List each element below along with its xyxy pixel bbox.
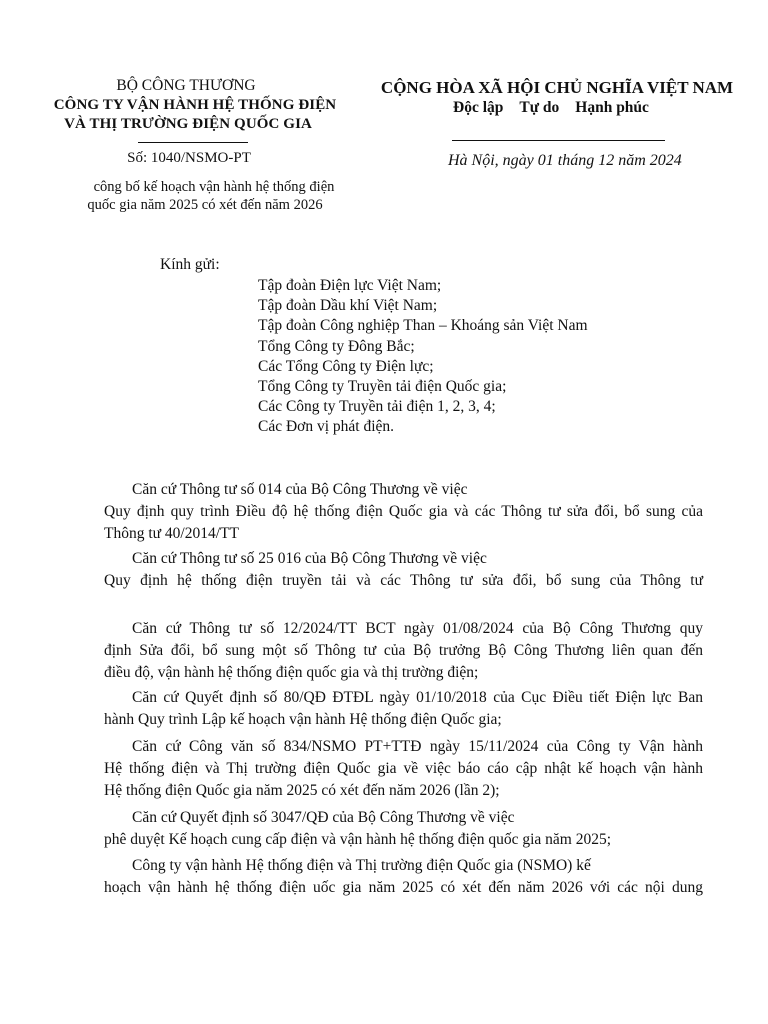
p4-line-1: Căn cứ Quyết định số 80/QĐ ĐTĐL ngày 01/10/2018 của Cục Điều tiết Điện lực Ban — [132, 689, 703, 706]
p4-line-2: hành Quy trình Lập kế hoạch vận hành Hệ thống điện Quốc gia; — [104, 711, 502, 728]
recipient-item: Tổng Công ty Truyền tải điện Quốc gia; — [258, 378, 507, 396]
p2-line-1-left: Căn cứ Thông tư số 25 — [132, 550, 274, 567]
right-header-underline — [452, 140, 665, 141]
legal-basis-paragraph-1 — [104, 479, 703, 545]
p7-line-1-right: kế — [576, 857, 591, 874]
p2-line-2: Quy định hệ thống điện truyền tải và các Thông tư sửa đổi, bổ sung của Thông tư — [104, 572, 703, 589]
p6-line-1-left: Căn cứ Quyết định số 3047/QĐ — [132, 809, 329, 826]
p6-line-1-right: của Bộ Công Thương về việc — [332, 809, 515, 826]
p1-line-1-right: 014 của Bộ Công Thương về việc — [258, 481, 468, 498]
document-number: Số: 1040/NSMO-PT — [127, 150, 251, 166]
p5-line-1: Căn cứ Công văn số 834/NSMO PT+TTĐ ngày 15/11/2024 của Công ty Vận hành — [132, 738, 703, 755]
p1-line-2: Quy định quy trình Điều độ hệ thống điện Quốc gia và các Thông tư sửa đổi, bổ sung của — [104, 503, 703, 520]
place-and-date: Hà Nội, ngày 01 tháng 12 năm 2024 — [448, 152, 682, 169]
recipient-item: Tổng Công ty Đông Bắc; — [258, 337, 415, 355]
p6-line-2: phê duyệt Kế hoạch cung cấp điện và vận hành hệ thống điện quốc gia năm 2025; — [104, 831, 612, 848]
p3-line-1: Căn cứ Thông tư số 12/2024/TT BCT ngày 01/08/2024 của Bộ Công Thương quy — [132, 620, 703, 637]
national-motto — [453, 99, 649, 117]
motto-freedom: Tự do — [519, 99, 560, 116]
p5-line-2: Hệ thống điện và Thị trường điện Quốc gia về việc báo cáo cập nhật kế hoạch vận hành — [104, 760, 703, 777]
recipient-item: Tập đoàn Dầu khí Việt Nam; — [258, 297, 438, 315]
subject-line-1: công bố kế hoạch vận hành hệ thống điện — [93, 179, 335, 195]
ministry-name: BỘ CÔNG THƯƠNG — [116, 77, 256, 94]
p2-line-1-right: 016 của Bộ Công Thương về việc — [277, 550, 487, 567]
decision-paragraph — [104, 855, 703, 899]
p3-line-3: điều độ, vận hành hệ thống điện quốc gia và thị trường điện; — [104, 664, 479, 681]
left-header-underline — [138, 142, 248, 143]
recipient-list — [258, 276, 588, 438]
company-name-line-2: VÀ THỊ TRƯỜNG ĐIỆN QUỐC GIA — [64, 116, 312, 132]
legal-basis-paragraph-6 — [104, 807, 703, 851]
p5-line-3: Hệ thống điện Quốc gia năm 2025 có xét đến năm 2026 (lần 2); — [104, 782, 500, 799]
recipient-item: Các Công ty Truyền tải điện 1, 2, 3, 4; — [258, 398, 496, 416]
recipient-item: Các Đơn vị phát điện. — [258, 418, 395, 436]
motto-happiness: Hạnh phúc — [575, 99, 649, 116]
p3-line-2: định Sửa đổi, bổ sung một số Thông tư của Bộ trưởng Bộ Công Thương liên quan đến — [104, 642, 703, 659]
p1-line-1-left: Căn cứ Thông tư số — [132, 481, 255, 498]
legal-basis-paragraph-3 — [104, 618, 703, 684]
legal-basis-paragraph-2 — [104, 548, 703, 592]
recipient-item: Tập đoàn Điện lực Việt Nam; — [258, 277, 442, 294]
recipient-item: Các Tổng Công ty Điện lực; — [258, 357, 434, 375]
p1-line-3: Thông tư 40/2014/TT — [104, 525, 239, 542]
motto-independence: Độc lập — [453, 99, 504, 116]
salutation: Kính gửi: — [160, 256, 220, 273]
company-name-line-1: CÔNG TY VẬN HÀNH HỆ THỐNG ĐIỆN — [53, 97, 337, 113]
legal-basis-paragraph-5 — [104, 736, 703, 802]
recipient-item: Tập đoàn Công nghiệp Than – Khoáng sản Việt Nam — [258, 317, 588, 335]
p7-line-2: hoạch vận hành hệ thống điện uốc gia năm 2025 có xét đến năm 2026 với các nội dung — [104, 879, 703, 896]
republic-title: CỘNG HÒA XÃ HỘI CHỦ NGHĨA VIỆT NAM — [380, 78, 734, 97]
subject-line-2: quốc gia năm 2025 có xét đến năm 2026 — [87, 197, 323, 213]
p7-line-1-left: Công ty vận hành Hệ thống điện và Thị trường điện Quốc gia (NSMO) — [132, 857, 573, 874]
legal-basis-paragraph-4 — [104, 687, 703, 731]
